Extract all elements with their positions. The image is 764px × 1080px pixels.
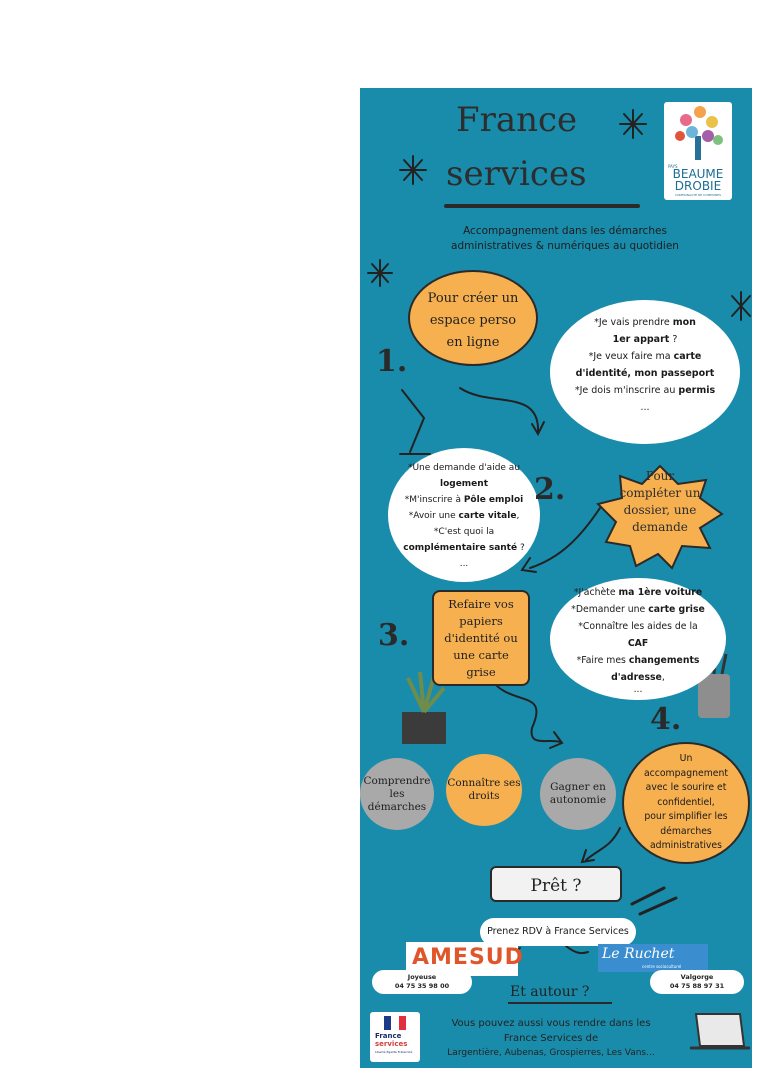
step1-orange-bubble: Pour créer un espace perso en ligne <box>408 270 538 366</box>
step3-item: *Connaître les aides de la <box>578 621 698 632</box>
step1-item: d'identité, mon passeport <box>575 368 715 379</box>
rdv-bubble: Prenez RDV à France Services <box>480 918 636 946</box>
beaume-drobie-logo <box>664 102 732 200</box>
step1-ellipsis: ... <box>640 402 650 413</box>
step3-item: *Faire mes changements <box>576 655 700 666</box>
step3-item: CAF <box>627 638 649 649</box>
logo-pays: PAYS <box>668 164 678 169</box>
footer-text: Vous pouvez aussi vous rendre dans les France Services de Largentière, Aubenas, Grospierres, Les Vans... <box>447 1018 655 1058</box>
step1-examples-bubble <box>550 300 740 444</box>
amesud-label: AMESUD <box>412 945 524 970</box>
french-flag-icon <box>384 1016 406 1030</box>
logo-tagline: COMMUNAUTÉ DE COMMUNES <box>674 193 722 197</box>
page-subtitle: Accompagnement dans les démarches administratives & numériques au quotidien <box>451 225 679 252</box>
circle-connaitre: Connaître ses droits <box>446 754 522 826</box>
ready-box: Prêt ? <box>490 866 622 902</box>
logo-name-line1: BEAUME <box>672 167 724 181</box>
logo-name-line2: DROBIE <box>674 179 722 193</box>
page-title-line2: services <box>446 154 587 194</box>
autour-underline <box>508 1002 612 1004</box>
step1-number: 1. <box>376 344 408 379</box>
circle-comprendre: Comprendre les démarches <box>360 758 434 830</box>
step1-item: 1er appart ? <box>612 334 678 345</box>
flyer-page <box>360 88 752 1068</box>
tree-icon <box>664 102 732 162</box>
step3-item: d'adresse, <box>611 672 665 683</box>
step2-item: *C'est quoi la <box>433 527 495 537</box>
ruchet-logo <box>598 944 708 972</box>
step2-number: 2. <box>534 472 566 507</box>
step1-item: *Je dois m'inscrire au permis <box>574 385 716 396</box>
step1-item: *Je vais prendre mon <box>594 317 696 328</box>
ruchet-label: Le Ruchet <box>602 946 675 962</box>
step3-examples-bubble <box>550 578 726 700</box>
step4-number: 4. <box>650 702 682 737</box>
fs-logo-line3: Liberté Égalité Fraternité <box>375 1050 413 1054</box>
step3-item: *J'achète ma 1ère voiture <box>573 587 703 598</box>
step1-item: *Je veux faire ma carte <box>588 351 702 362</box>
fs-logo-line2: services <box>375 1040 408 1048</box>
step3-ellipsis: ... <box>633 684 643 695</box>
france-services-logo <box>370 1012 420 1062</box>
title-underline <box>444 204 640 208</box>
step2-item: complémentaire santé ? <box>403 543 525 553</box>
valgorge-address: Valgorge 04 75 88 97 31 <box>650 970 744 994</box>
circle-autonomie: Gagner en autonomie <box>540 758 616 830</box>
step3-orange-bubble: Refaire vos papiers d'identité ou une carte grise <box>432 590 530 686</box>
page-title-line1: France <box>456 100 578 140</box>
step3-number: 3. <box>378 618 410 653</box>
autour-heading: Et autour ? <box>510 984 590 1000</box>
ruchet-sub: centre socioculturel <box>642 964 682 969</box>
joyeuse-address: Joyeuse 04 75 35 98 00 <box>372 970 472 994</box>
step2-item: *Une demande d'aide au <box>407 463 521 473</box>
step2-burst-text: Pour compléter un dossier, une demande <box>619 469 701 534</box>
step2-item: logement <box>439 479 488 489</box>
step2-ellipsis: ... <box>459 559 469 569</box>
step2-examples-bubble <box>388 448 540 582</box>
fs-logo-line1: France <box>375 1032 402 1040</box>
step3-item: *Demander une carte grise <box>571 604 705 615</box>
step4-orange-bubble: Un accompagnement avec le sourire et confidentiel, pour simplifier les démarches administratives <box>622 742 750 864</box>
step2-item: *Avoir une carte vitale, <box>408 511 520 521</box>
step2-item: *M'inscrire à Pôle emploi <box>404 495 524 505</box>
